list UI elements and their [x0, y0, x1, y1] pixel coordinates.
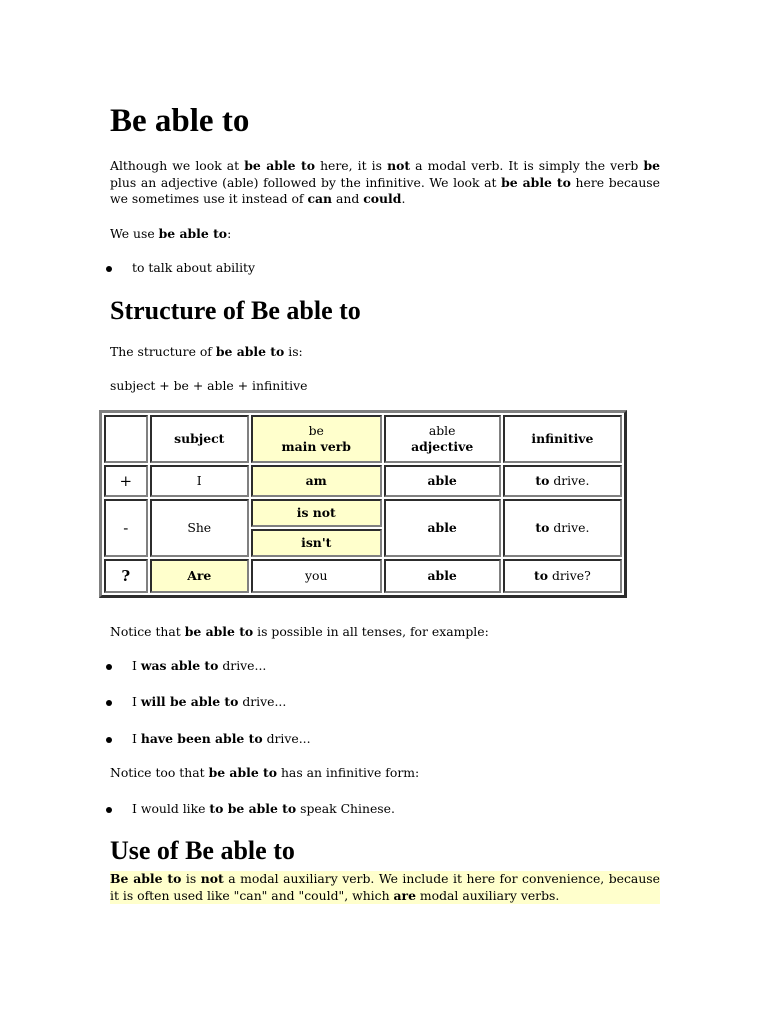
- question-sign: ?: [104, 559, 148, 593]
- list-item: I would like to be able to speak Chinese.: [132, 801, 395, 818]
- table-cell: I: [150, 465, 249, 497]
- table-cell: you: [251, 559, 382, 593]
- tenses-intro-text: Notice that be able to is possible in all tenses, for example:: [110, 624, 489, 639]
- table-cell: to drive.: [503, 465, 622, 497]
- infinitive-intro-text: Notice too that be able to has an infinitive form:: [110, 765, 420, 780]
- table-cell: isn't: [251, 529, 382, 557]
- negative-sign: -: [104, 499, 148, 557]
- list-item: I have been able to drive...: [132, 731, 311, 748]
- table-row: [104, 559, 622, 593]
- bullet-icon: [106, 737, 112, 743]
- bullet-icon: [106, 664, 112, 670]
- page-title: Be able to: [110, 103, 250, 139]
- bullet-icon: [106, 266, 112, 272]
- table-row: [104, 499, 622, 527]
- table-cell: able: [384, 499, 501, 557]
- bullet-icon: [106, 700, 112, 706]
- table-cell: able: [384, 559, 501, 593]
- table-cell: able: [384, 465, 501, 497]
- header-subject: subject: [150, 415, 249, 463]
- table-cell: am: [251, 465, 382, 497]
- header-infinitive: infinitive: [503, 415, 622, 463]
- table-cell: Are: [150, 559, 249, 593]
- list-item: to talk about ability: [132, 260, 255, 277]
- structure-formula: subject + be + able + infinitive: [110, 378, 308, 393]
- header-be: be main verb: [251, 415, 382, 463]
- section-heading-structure: Structure of Be able to: [110, 296, 361, 325]
- table-cell: is not: [251, 499, 382, 527]
- intro-paragraph: Although we look at be able to here, it is not a modal verb. It is simply the verb be plus an adjective (able) followed by the infinitive. We look at be able to here because we sometimes use it instead of can and could.: [110, 158, 660, 206]
- list-item: I was able to drive...: [132, 658, 266, 675]
- bullet-icon: [106, 807, 112, 813]
- structure-intro-text: The structure of be able to is:: [110, 344, 303, 359]
- table-cell: to drive.: [503, 499, 622, 557]
- table-corner-cell: [104, 415, 148, 463]
- table-cell: She: [150, 499, 249, 557]
- use-intro-text: We use be able to:: [110, 226, 232, 241]
- table-row: [104, 465, 622, 497]
- structure-table: [99, 410, 627, 598]
- positive-sign: +: [104, 465, 148, 497]
- use-note-paragraph: Be able to is not a modal auxiliary verb. We include it here for convenience, because it is often used like "can" and "could", which are modal auxiliary verbs.: [110, 871, 660, 903]
- section-heading-use: Use of Be able to: [110, 836, 295, 865]
- header-able: able adjective: [384, 415, 501, 463]
- list-item: I will be able to drive...: [132, 694, 286, 711]
- table-header-row: [104, 415, 622, 463]
- table-cell: to drive?: [503, 559, 622, 593]
